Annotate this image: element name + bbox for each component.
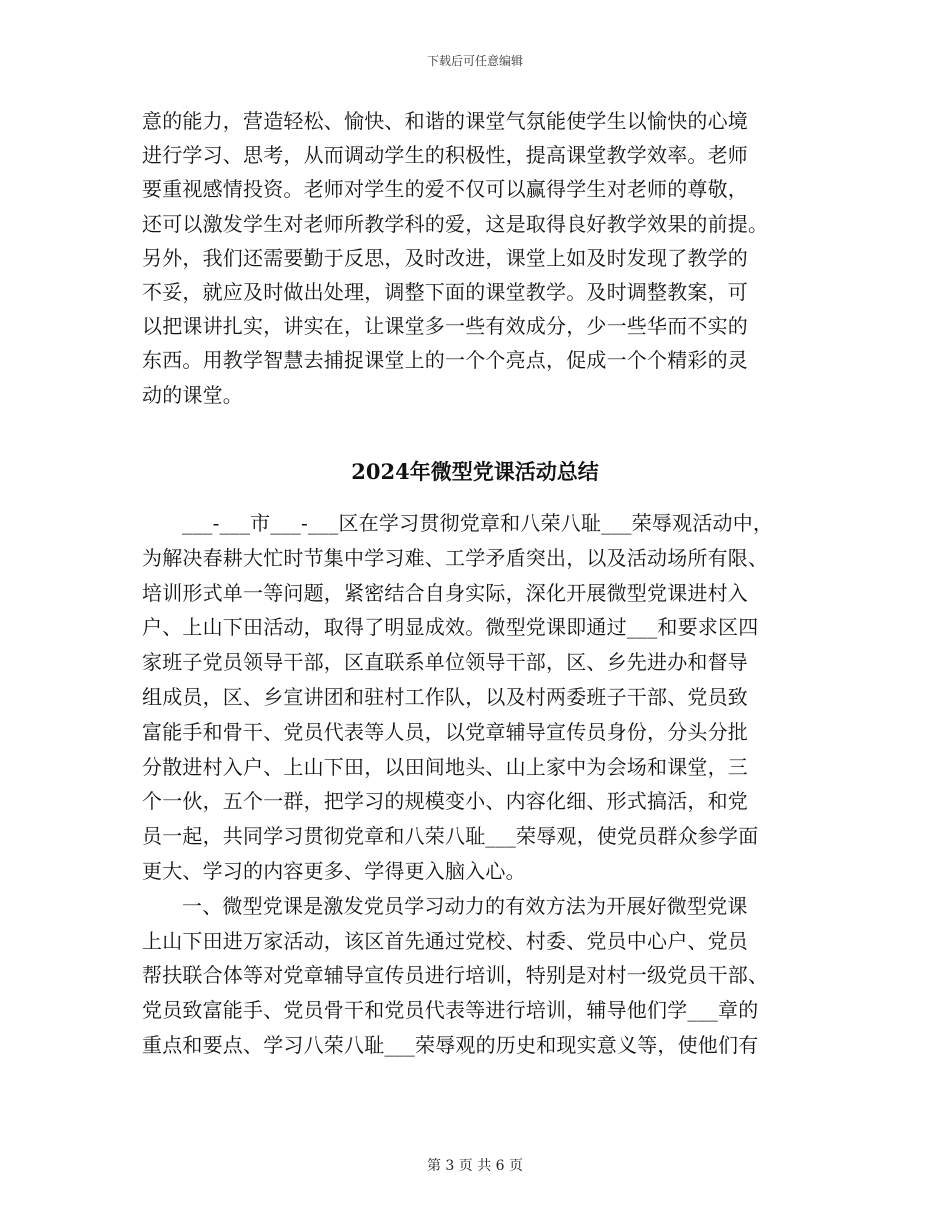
paragraph-line: 家班子党员领导干部，区直联系单位领导干部，区、乡先进办和督导 — [142, 650, 748, 675]
document-title: 2024年微型党课活动总结 — [351, 459, 599, 484]
paragraph-line: ___-___市___-___区在学习贯彻党章和八荣八耻___荣辱观活动中， — [182, 511, 774, 535]
paragraph-line: 意的能力，营造轻松、愉快、和谐的课堂气氛能使学生以愉快的心境 — [142, 109, 748, 133]
paragraph-line: 党员致富能手、党员骨干和党员代表等进行培训，辅导他们学___章的 — [142, 998, 759, 1023]
paragraph-line: 户、上山下田活动，取得了明显成效。微型党课即通过___和要求区四 — [142, 615, 759, 640]
paragraph-line: 重点和要点、学习八荣八耻___荣辱观的历史和现实意义等，使他们有 — [142, 1032, 759, 1057]
paragraph-line: 组成员，区、乡宣讲团和驻村工作队，以及村两委班子干部、党员致 — [142, 684, 748, 709]
paragraph-line: 东西。用教学智慧去捕捉课堂上的一个个亮点，促成一个个精彩的灵 — [142, 348, 748, 373]
paragraph-line: 帮扶联合体等对党章辅导宣传员进行培训，特别是对村一级党员干部、 — [142, 963, 769, 988]
paragraph-line: 不妥，就应及时做出处理，调整下面的课堂教学。及时调整教案，可 — [142, 279, 748, 304]
paragraph-line: 还可以激发学生对老师所教学科的爱，这是取得良好教学效果的前提。 — [142, 211, 769, 236]
paragraph-line: 更大、学习的内容更多、学得更入脑入心。 — [142, 858, 526, 883]
page-footer: 第 3 页 共 6 页 — [426, 1158, 524, 1174]
page-header: 下载后可任意编辑 — [426, 54, 523, 68]
paragraph-line: 为解决春耕大忙时节集中学习难、工学矛盾突出，以及活动场所有限、 — [142, 545, 769, 570]
top-paragraph — [142, 104, 812, 412]
paragraph-line: 另外，我们还需要勤于反思，及时改进，课堂上如及时发现了教学的 — [142, 245, 748, 270]
paragraph-line: 个一伙，五个一群，把学习的规模变小、内容化细、形式搞活，和党 — [142, 789, 748, 814]
paragraph-line: 员一起，共同学习贯彻党章和八荣八耻___荣辱观，使党员群众参学面 — [142, 824, 759, 849]
paragraph-line: 动的课堂。 — [142, 382, 243, 407]
body-section — [142, 506, 812, 1063]
paragraph-line: 培训形式单一等问题，紧密结合自身实际，深化开展微型党课进村入 — [142, 580, 748, 605]
paragraph-line: 上山下田进万家活动，该区首先通过党校、村委、党员中心户、党员 — [142, 928, 748, 953]
paragraph-line: 富能手和骨干、党员代表等人员，以党章辅导宣传员身份，分头分批 — [142, 719, 748, 744]
paragraph-line: 分散进村入户、上山下田，以田间地头、山上家中为会场和课堂，三 — [142, 754, 748, 779]
paragraph-line: 进行学习、思考，从而调动学生的积极性，提高课堂教学效率。老师 — [142, 143, 748, 168]
paragraph-line: 要重视感情投资。老师对学生的爱不仅可以赢得学生对老师的尊敬， — [142, 177, 748, 202]
paragraph-line: 一、微型党课是激发党员学习动力的有效方法为开展好微型党课 — [182, 893, 748, 918]
paragraph-line: 以把课讲扎实，讲实在，让课堂多一些有效成分，少一些华而不实的 — [142, 314, 748, 339]
